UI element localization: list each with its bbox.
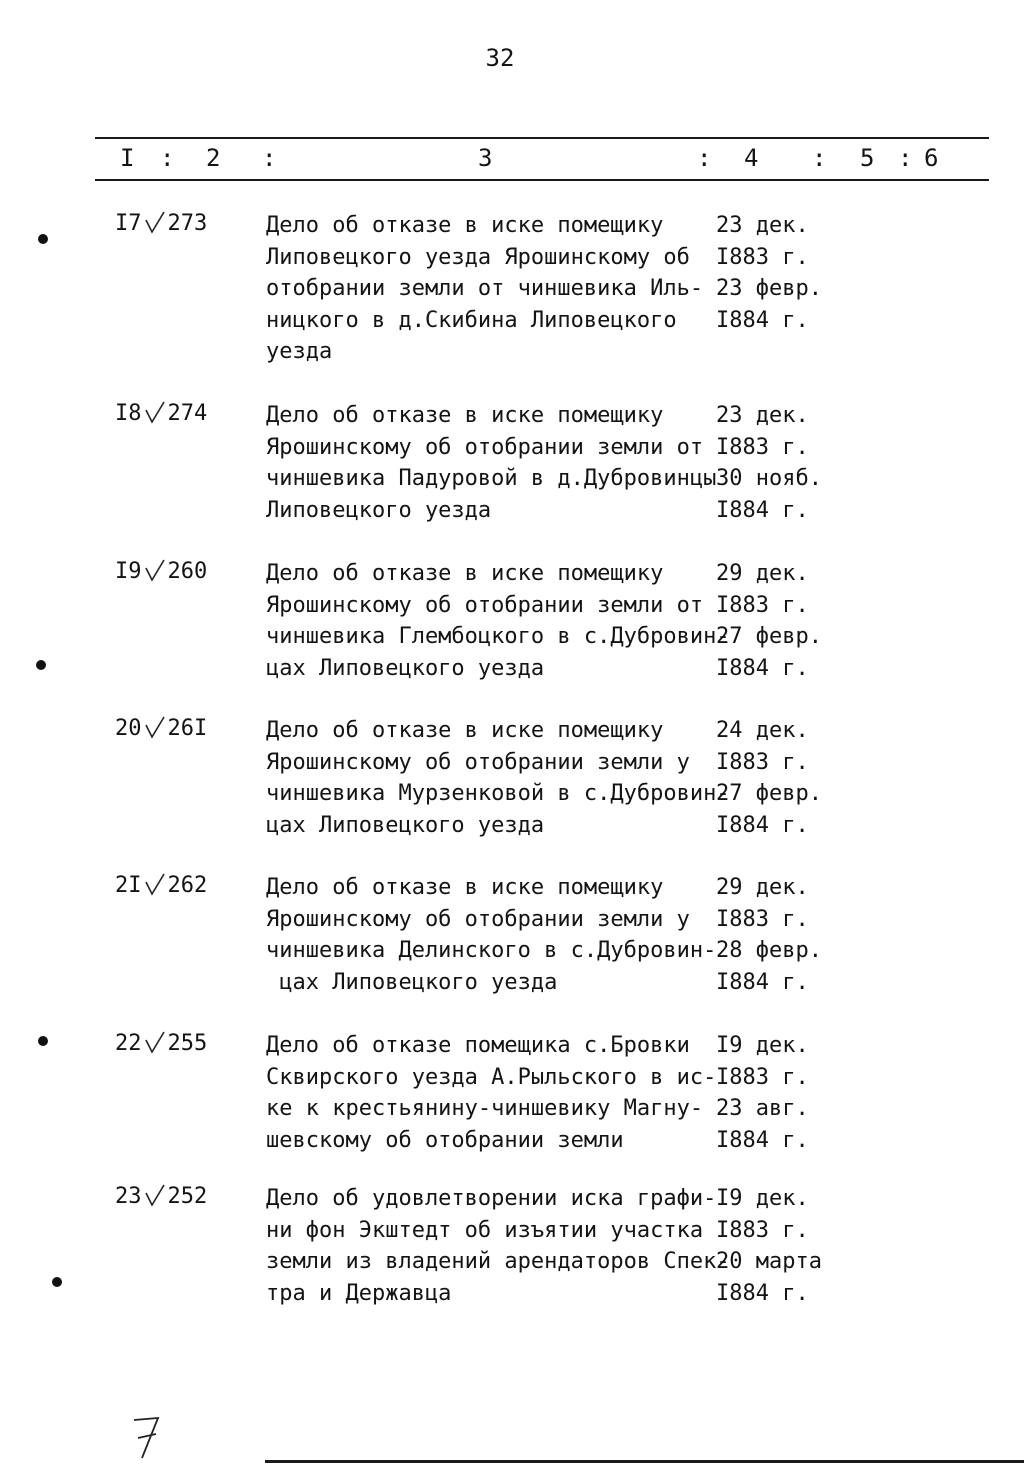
inventory-entry [0, 715, 1024, 855]
binder-hole-dot [38, 234, 48, 244]
file-number: 260 [167, 559, 208, 584]
entry-number: 22 [115, 1031, 142, 1056]
page-number: 32 [485, 44, 515, 72]
entry-number: 20 [115, 716, 142, 741]
column-header-6: 6 [924, 144, 939, 172]
entry-number-cell [115, 558, 207, 584]
inventory-entry [0, 558, 1024, 698]
file-number: 262 [167, 873, 208, 898]
entry-dates: 29 дек. I883 г. 28 февр. I884 г. [716, 875, 822, 995]
entry-dates: I9 дек. I883 г. 20 марта I884 г. [716, 1186, 822, 1306]
column-header-1: I [120, 144, 135, 172]
entry-dates: 23 дек. I883 г. 30 нояб. I884 г. [716, 403, 822, 523]
column-separator: : [262, 144, 277, 172]
column-header-3: 3 [478, 144, 493, 172]
column-header-2: 2 [206, 144, 221, 172]
checkmark-icon [144, 1030, 166, 1054]
binder-hole-dot [38, 1036, 48, 1046]
entry-number-cell [115, 1030, 207, 1056]
entry-description: Дело об отказе в иске помещику Ярошинскому об отобрании земли от чиншевика Падуровой в д.Дубровинцы Липовецкого уезда [266, 403, 717, 523]
entry-number-cell [115, 872, 207, 898]
handwritten-mark-icon [128, 1412, 168, 1462]
column-separator: : [812, 144, 827, 172]
entry-dates: 29 дек. I883 г. 27 февр. I884 г. [716, 561, 822, 681]
checkmark-icon [144, 872, 166, 896]
entry-number: I8 [115, 401, 142, 426]
column-header-4: 4 [744, 144, 759, 172]
column-separator: : [160, 144, 175, 172]
entry-description: Дело об отказе в иске помещику Ярошинскому об отобрании земли от чиншевика Глембоцкого в с.Дубровин- цах Липовецкого уезда [266, 561, 730, 681]
column-header-5: 5 [860, 144, 875, 172]
binder-hole-dot [36, 660, 46, 670]
entry-description: Дело об отказе в иске помещику Ярошинскому об отобрании земли у чиншевика Мурзенковой в с.Дубровин- цах Липовецкого уезда [266, 718, 730, 838]
entry-dates: 24 дек. I883 г. 27 февр. I884 г. [716, 718, 822, 838]
entry-description: Дело об отказе в иске помещику Липовецкого уезда Ярошинскому об отобрании земли от чиншевика Иль- ницкого в д.Скибина Липовецкого уезда [266, 213, 704, 364]
entry-number-cell [115, 1183, 207, 1209]
table-header-rule [95, 179, 989, 181]
table-top-rule [95, 137, 989, 139]
entry-number-cell [115, 210, 207, 236]
entry-number-cell [115, 715, 207, 741]
entry-description: Дело об отказе в иске помещику Ярошинскому об отобрании земли у чиншевика Делинского в с.Дубровин- цах Липовецкого уезда [266, 875, 717, 995]
inventory-entry [0, 210, 1024, 364]
page-bottom-rule [265, 1460, 1024, 1463]
checkmark-icon [144, 715, 166, 739]
entry-number: 2I [115, 873, 142, 898]
checkmark-icon [144, 400, 166, 424]
entry-dates: I9 дек. I883 г. 23 авг. I884 г. [716, 1033, 809, 1153]
column-separator: : [697, 144, 712, 172]
entry-number: I7 [115, 211, 142, 236]
checkmark-icon [144, 210, 166, 234]
file-number: 255 [167, 1031, 208, 1056]
inventory-entry [0, 400, 1024, 540]
entry-dates: 23 дек. I883 г. 23 февр. I884 г. [716, 213, 822, 333]
inventory-entry [0, 1183, 1024, 1323]
entry-description: Дело об отказе помещика с.Бровки Сквирского уезда А.Рыльского в ис- ке к крестьянину-чиншевику Магну- шевскому об отобрании земли [266, 1033, 717, 1153]
checkmark-icon [144, 558, 166, 582]
file-number: 274 [167, 401, 208, 426]
file-number: 273 [167, 211, 208, 236]
binder-hole-dot [52, 1277, 62, 1287]
checkmark-icon [144, 1183, 166, 1207]
entry-number-cell [115, 400, 207, 426]
entry-number: I9 [115, 559, 142, 584]
column-separator: : [898, 144, 913, 172]
file-number: 26I [167, 716, 208, 741]
entry-description: Дело об удовлетворении иска графи- ни фон Экштедт об изъятии участка земли из владений арендаторов Спек- тра и Державца [266, 1186, 730, 1306]
file-number: 252 [167, 1184, 208, 1209]
entry-number: 23 [115, 1184, 142, 1209]
inventory-entry [0, 872, 1024, 1012]
inventory-entry [0, 1030, 1024, 1170]
